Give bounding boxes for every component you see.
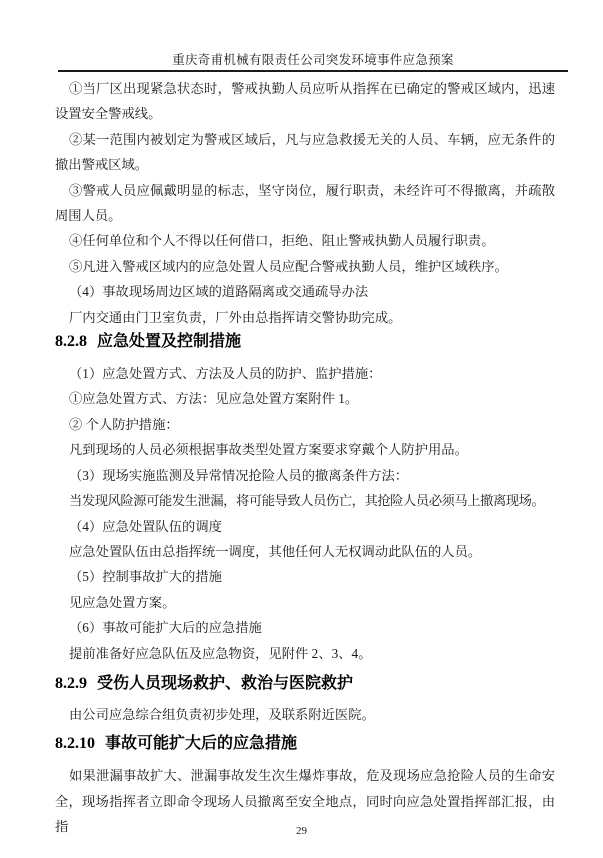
paragraph: ③警戒人员应佩戴明显的标志，坚守岗位，履行职责，未经许可不得撤离，并疏散周围人员。 [55, 182, 555, 224]
paragraph: （4）事故现场周边区域的道路隔离或交通疏导办法 [69, 284, 369, 300]
paragraph: ② 个人防护措施： [69, 416, 179, 432]
paragraph: （3）现场实施监测及异常情况抢险人员的撤离条件方法： [69, 467, 409, 483]
paragraph: 如果泄漏事故扩大、泄漏事故发生次生爆炸事故，危及现场应急抢险人员的生命安全，现场指挥者立即命令现场人员撤离至安全地点，同时向应急处置指挥部汇报，由指 [55, 768, 555, 835]
paragraph: 由公司应急综合组负责初步处理，及联系附近医院。 [69, 706, 375, 722]
page-footer [0, 825, 603, 838]
paragraph: 厂内交通由门卫室负责，厂外由总指挥请交警协助完成。 [69, 309, 402, 325]
paragraph: ④任何单位和个人不得以任何借口，拒绝、阻止警戒执勤人员履行职责。 [69, 233, 495, 249]
paragraph: 当发现风险源可能发生泄漏，将可能导致人员伤亡，其抢险人员必须马上撤离现场。 [69, 493, 545, 509]
section-heading: 8.2.10 事故可能扩大后的应急措施 [55, 735, 298, 753]
paragraph: （4）应急处置队伍的调度 [69, 518, 222, 534]
paragraph: 见应急处置方案。 [69, 594, 176, 610]
header-title: 重庆奇甫机械有限责任公司突发环境事件应急预案 [172, 53, 454, 67]
paragraph: 凡到现场的人员必须根据事故类型处置方案要求穿戴个人防护用品。 [69, 442, 468, 458]
page-header [58, 52, 568, 72]
section-heading: 8.2.8 应急处置及控制措施 [55, 333, 242, 351]
paragraph: 提前准备好应急队伍及应急物资，见附件 2、3、4。 [69, 645, 372, 661]
paragraph: 应急处置队伍由总指挥统一调度，其他任何人无权调动此队伍的人员。 [69, 543, 482, 559]
paragraph: ②某一范围内被划定为警戒区域后，凡与应急救援无关的人员、车辆，应无条件的撤出警戒区域。 [55, 131, 555, 173]
section-heading: 8.2.9 受伤人员现场救护、救治与医院救护 [55, 674, 354, 692]
paragraph: （1）应急处置方式、方法及人员的防护、监护措施： [69, 366, 382, 382]
paragraph: （5）控制事故扩大的措施 [69, 569, 222, 585]
page-number: 29 [296, 825, 307, 837]
paragraph: ①应急处置方式、方法：见应急处置方案附件 1。 [69, 391, 359, 407]
paragraph: （6）事故可能扩大后的应急措施 [69, 620, 262, 636]
paragraph: ⑤凡进入警戒区域内的应急处置人员应配合警戒执勤人员，维护区域秩序。 [69, 258, 508, 274]
document-content [55, 76, 555, 840]
paragraph: ①当厂区出现紧急状态时，警戒执勤人员应听从指挥在已确定的警戒区域内，迅速设置安全警戒线。 [55, 81, 555, 122]
